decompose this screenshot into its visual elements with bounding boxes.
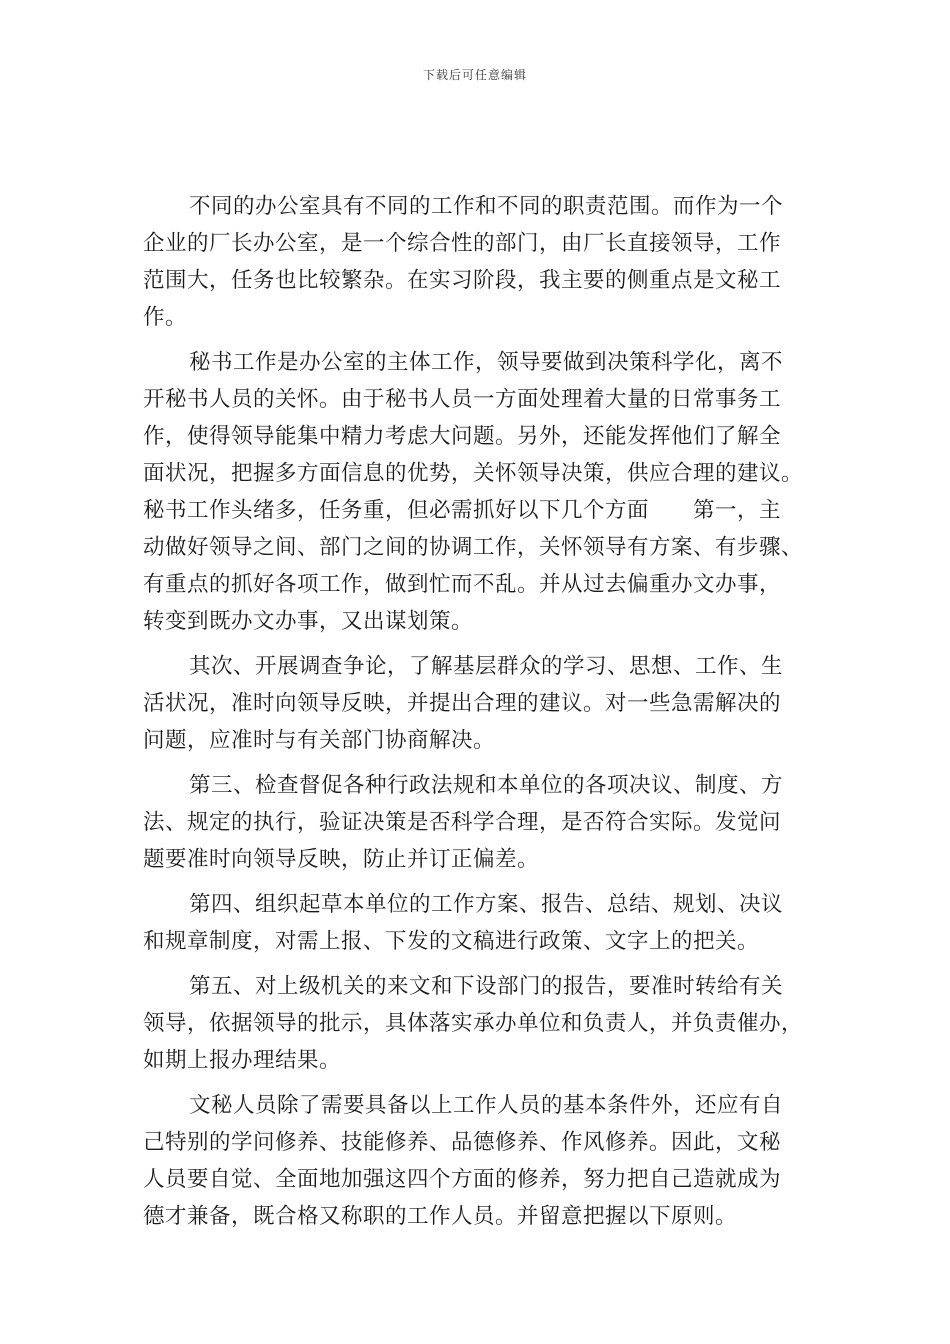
text-line: 德才兼备，既合格又称职的工作人员。并留意把握以下原则。	[143, 1204, 738, 1229]
text-line: 问题，应准时与有关部门协商解决。	[143, 728, 496, 753]
paragraph	[143, 968, 813, 1079]
text-line: 转变到既办文办事，又出谋划策。	[143, 609, 474, 634]
text-line: 作。	[143, 305, 188, 330]
text-line: 法、规定的执行，验证决策是否科学合理，是否符合实际。发觉问	[143, 810, 782, 835]
page-header: 下载后可任意编辑	[422, 68, 527, 82]
text-line: 第五、对上级机关的来文和下设部门的报告，要准时转给有关	[189, 974, 784, 999]
text-line: 不同的办公室具有不同的工作和不同的职责范围。而作为一个	[189, 194, 784, 219]
text-line: 文秘人员除了需要具备以上工作人员的基本条件外，还应有自	[189, 1093, 784, 1118]
text-line: 活状况，准时向领导反映，并提出合理的建议。对一些急需解决的	[143, 691, 782, 716]
text-line: 秘书工作是办公室的主体工作，领导要做到决策科学化，离不	[189, 350, 784, 375]
text-line: 如期上报办理结果。	[143, 1048, 342, 1073]
text-line: 己特别的学问修养、技能修养、品德修养、作风修养。因此，文秘	[143, 1130, 782, 1155]
paragraph	[143, 188, 813, 336]
text-line: 和规章制度，对需上报、下发的文稿进行政策、文字上的把关。	[143, 929, 760, 954]
text-line: 范围大，任务也比较繁杂。在实习阶段，我主要的侧重点是文秘工	[143, 268, 782, 293]
text-line: 领导，依据领导的批示，具体落实承办单位和负责人，并负责催办，	[143, 1011, 804, 1036]
text-line: 动做好领导之间、部门之间的协调工作，关怀领导有方案、有步骤、	[143, 535, 804, 560]
text-line: 秘书工作头绪多，任务重，但必需抓好以下几个方面 第一，主	[143, 498, 782, 523]
document-body	[143, 188, 813, 1235]
paragraph	[143, 767, 813, 878]
text-line: 题要准时向领导反映，防止并订正偏差。	[143, 847, 540, 872]
text-line: 作，使得领导能集中精力考虑大问题。另外，还能发挥他们了解全	[143, 424, 782, 449]
paragraph	[143, 1087, 813, 1235]
text-line: 人员要自觉、全面地加强这四个方面的修养，努力把自己造就成为	[143, 1167, 782, 1192]
text-line: 开秘书人员的关怀。由于秘书人员一方面处理着大量的日常事务工	[143, 387, 782, 412]
text-line: 其次、开展调查争论，了解基层群众的学习、思想、工作、生	[189, 654, 784, 679]
text-line: 企业的厂长办公室，是一个综合性的部门，由厂长直接领导，工作	[143, 231, 782, 256]
text-line: 有重点的抓好各项工作，做到忙而不乱。并从过去偏重办文办事，	[143, 572, 782, 597]
paragraph	[143, 648, 813, 759]
text-line: 面状况，把握多方面信息的优势，关怀领导决策，供应合理的建议。	[143, 461, 804, 486]
text-line: 第四、组织起草本单位的工作方案、报告、总结、规划、决议	[189, 892, 784, 917]
paragraph	[143, 344, 813, 640]
paragraph	[143, 886, 813, 960]
text-line: 第三、检查督促各种行政法规和本单位的各项决议、制度、方	[189, 773, 784, 798]
